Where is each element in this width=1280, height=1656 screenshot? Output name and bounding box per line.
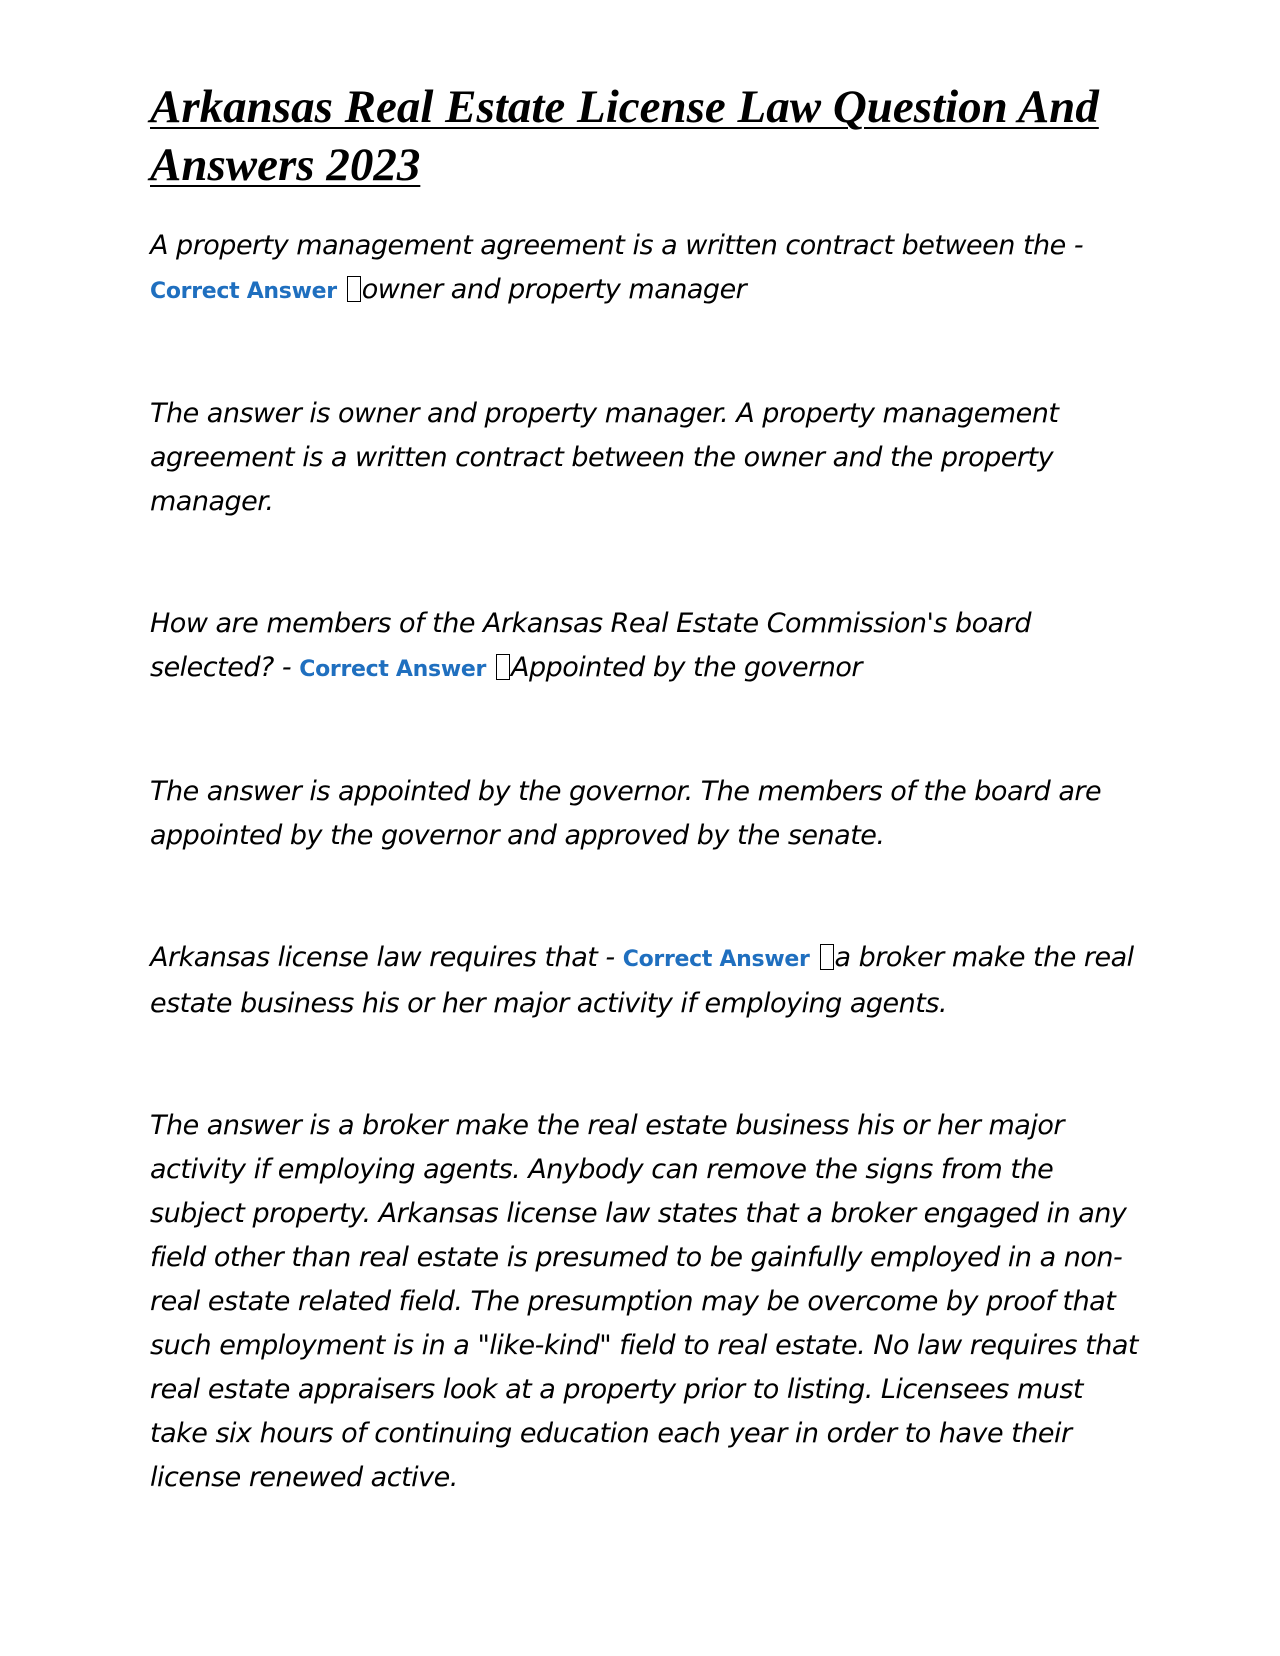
explanation-1: The answer is owner and property manager. A property management agreement is a written contract between the owner and the property manager. (150, 398, 1059, 517)
answer-2-text: Appointed by the governor (511, 652, 862, 683)
question-2-text: How are members of the Arkansas Real Estate Commission's board selected? - (150, 608, 1031, 683)
question-2 (150, 602, 1140, 692)
correct-answer-label: Correct Answer (150, 279, 337, 304)
explanation-3: The answer is a broker make the real estate business his or her major activity if employing agents. Anybody can remove the signs from the subject property. Arkansas license law states that a broker engaged in any field other than real estate is presumed to be gainfully employed in a non-real estate related field. The presumption may be overcome by proof that such employment is in a "like-kind" field to real estate. No law requires that real estate appraisers look at a property prior to listing. Licensees must take six hours of continuing education each year in order to have their license renewed active. (150, 1110, 1138, 1493)
document-title: Arkansas Real Estate License Law Question And Answers 2023 (150, 81, 1099, 191)
question-3 (150, 936, 1140, 1026)
checkbox-icon (820, 944, 834, 970)
question-1 (150, 224, 1140, 314)
document-page (150, 78, 1140, 1500)
explanation-2: The answer is appointed by the governor. The members of the board are appointed by the governor and approved by the senate. (150, 776, 1102, 851)
question-3-text: Arkansas license law requires that - (150, 942, 615, 973)
question-1-text: A property management agreement is a written contract between the - (150, 230, 1084, 261)
checkbox-icon (496, 654, 510, 680)
correct-answer-label: Correct Answer (299, 657, 487, 682)
correct-answer-label: Correct Answer (622, 947, 810, 972)
answer-1-text: owner and property manager (361, 274, 747, 305)
checkbox-icon (347, 276, 361, 302)
answer-3-text: a broker make the real estate business his or her major activity if employing agents. (150, 942, 1134, 1019)
